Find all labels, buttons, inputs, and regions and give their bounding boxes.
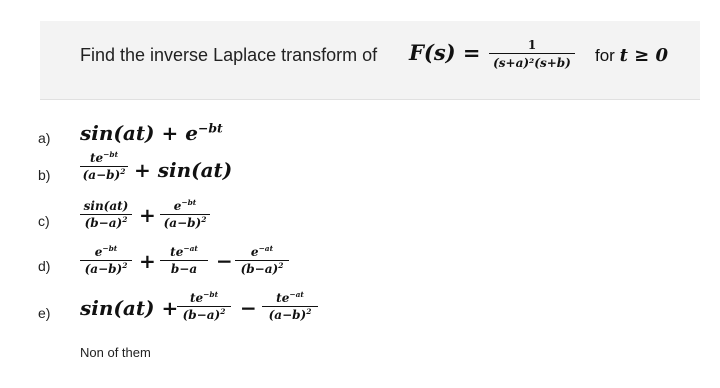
question-fraction-numerator: 1 bbox=[489, 38, 575, 54]
option-d-fraction-1[interactable] bbox=[80, 245, 132, 277]
question-formula-lhs: F(s) = bbox=[409, 40, 481, 65]
option-c-num2-exp: −bt bbox=[181, 198, 197, 207]
option-e-numerator-2 bbox=[262, 291, 318, 307]
option-c-den1-text: (b−a) bbox=[84, 216, 123, 230]
option-d-numerator-2 bbox=[160, 245, 208, 261]
option-e-fraction-1[interactable] bbox=[177, 291, 231, 323]
question-text: Find the inverse Laplace transform of bbox=[80, 45, 378, 65]
option-b-denominator bbox=[80, 167, 128, 183]
question-box bbox=[40, 21, 700, 100]
option-a-exponent: −bt bbox=[197, 120, 223, 136]
option-d-denominator-3 bbox=[235, 261, 289, 277]
option-d-numerator-3 bbox=[235, 245, 289, 261]
option-b-den-exp: 2 bbox=[120, 167, 126, 176]
option-d-fraction-3[interactable] bbox=[235, 245, 289, 277]
option-d-num2-text: te bbox=[170, 245, 184, 259]
option-e-num1-text: te bbox=[189, 291, 204, 305]
option-d-letter[interactable]: d) bbox=[38, 258, 51, 274]
option-e-num1-exp: −bt bbox=[203, 290, 219, 299]
option-b-fraction[interactable] bbox=[80, 151, 128, 183]
option-d-denominator-1 bbox=[80, 261, 132, 277]
option-c-numerator-2 bbox=[160, 199, 210, 215]
option-e-main[interactable]: sin(at) + bbox=[80, 296, 179, 320]
option-d-minus: − bbox=[216, 249, 233, 273]
question-fraction-denominator: (s+a)²(s+b) bbox=[493, 56, 571, 70]
option-e-den1-text: (b−a) bbox=[182, 308, 221, 322]
option-d-fraction-2[interactable] bbox=[160, 245, 208, 277]
option-e-letter[interactable]: e) bbox=[38, 305, 51, 321]
option-d-den3-text: (b−a) bbox=[240, 262, 279, 276]
question-condition bbox=[595, 45, 668, 66]
option-c-letter[interactable]: c) bbox=[38, 213, 50, 229]
option-c-fraction-2[interactable] bbox=[160, 199, 210, 231]
option-c-den1-exp: 2 bbox=[122, 215, 128, 224]
option-e-den2-text: (a−b) bbox=[268, 308, 307, 322]
option-a-main: sin(at) + e bbox=[80, 121, 198, 145]
option-d-num1-exp: −bt bbox=[102, 244, 118, 253]
option-c-fraction-1[interactable] bbox=[80, 199, 132, 231]
option-e-denominator-2 bbox=[262, 307, 318, 323]
option-a-expression[interactable] bbox=[80, 121, 223, 145]
option-e-numerator-1 bbox=[177, 291, 231, 307]
option-d-num1-text: e bbox=[94, 245, 103, 259]
condition-prefix: for bbox=[595, 46, 615, 65]
option-c-numerator-1: sin(at) bbox=[80, 199, 132, 215]
option-b-numerator bbox=[80, 151, 128, 167]
option-d-plus: + bbox=[139, 249, 156, 273]
option-b-num-text: te bbox=[89, 151, 104, 165]
option-b-num-exp: −bt bbox=[103, 150, 119, 159]
option-d-num2-exp: −at bbox=[183, 244, 198, 253]
option-d-denominator-2: b−a bbox=[170, 262, 198, 276]
option-d-num3-text: e bbox=[250, 245, 259, 259]
option-e-minus: − bbox=[240, 296, 257, 320]
option-d-num3-exp: −at bbox=[258, 244, 274, 253]
option-b-den-text: (a−b) bbox=[82, 168, 121, 182]
option-c-plus: + bbox=[139, 203, 156, 227]
option-c-den2-exp: 2 bbox=[201, 215, 207, 224]
option-d-numerator-1 bbox=[80, 245, 132, 261]
option-none-of-them[interactable]: Non of them bbox=[80, 345, 151, 360]
condition-math: t ≥ 0 bbox=[619, 45, 669, 66]
option-e-den1-exp: 2 bbox=[220, 307, 226, 316]
option-e-denominator-1 bbox=[177, 307, 231, 323]
option-d-den1-exp: 2 bbox=[122, 261, 128, 270]
option-c-den2-text: (a−b) bbox=[163, 216, 202, 230]
option-c-denominator-1 bbox=[80, 215, 132, 231]
option-c-denominator-2 bbox=[160, 215, 210, 231]
option-e-num2-exp: −at bbox=[289, 290, 304, 299]
option-d-den1-text: (a−b) bbox=[84, 262, 123, 276]
question-fraction bbox=[489, 38, 575, 70]
option-d-den3-exp: 2 bbox=[278, 261, 284, 270]
option-a-letter[interactable]: a) bbox=[38, 130, 51, 146]
option-e-fraction-2[interactable] bbox=[262, 291, 318, 323]
option-e-num2-text: te bbox=[276, 291, 290, 305]
option-e-den2-exp: 2 bbox=[306, 307, 312, 316]
option-b-letter[interactable]: b) bbox=[38, 167, 51, 183]
option-b-rest[interactable]: + sin(at) bbox=[134, 158, 233, 182]
option-c-num2-text: e bbox=[173, 199, 182, 213]
